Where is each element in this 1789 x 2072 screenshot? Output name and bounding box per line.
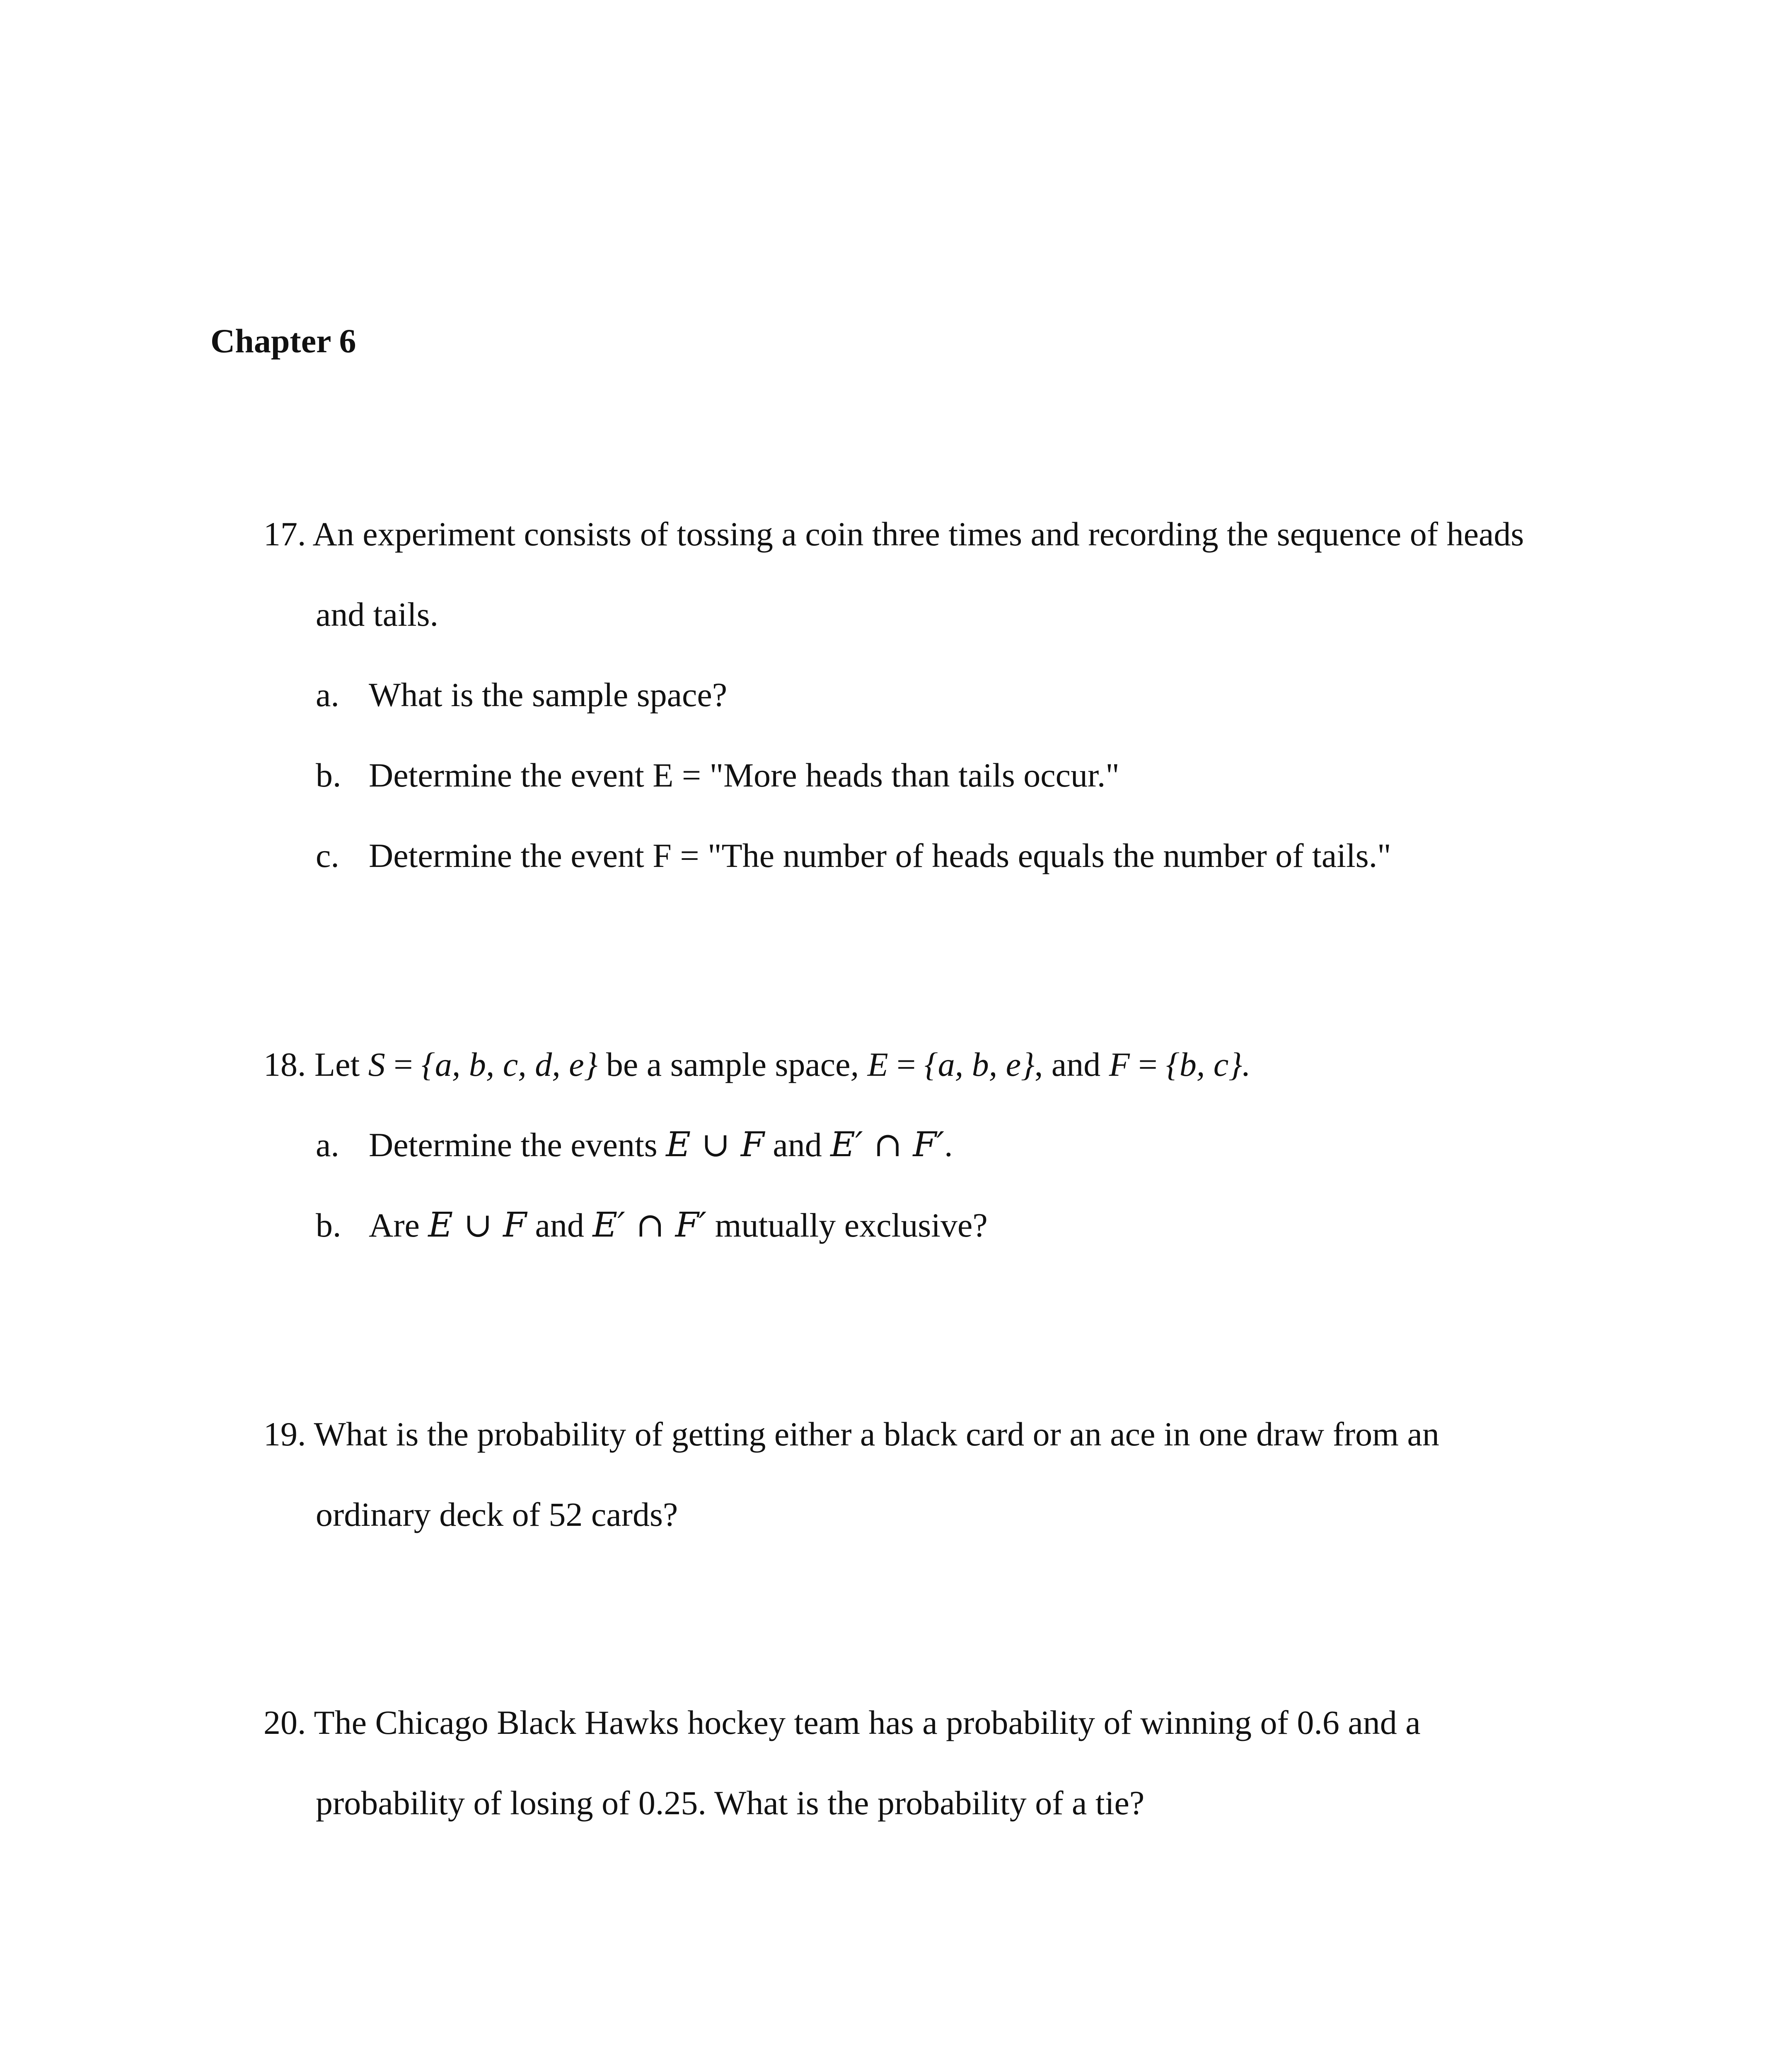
- question-18a-text-start: Determine the events: [369, 1126, 666, 1164]
- question-18a-text: [369, 1125, 953, 1164]
- question-19-line-2: ordinary deck of 52 cards?: [316, 1496, 678, 1533]
- question-17-line-1: [264, 517, 1524, 551]
- equals-sign: =: [1129, 1046, 1166, 1083]
- sample-space-symbol: S: [368, 1046, 385, 1083]
- question-19-line-1: [264, 1417, 1439, 1451]
- question-18-line-1: [264, 1048, 1251, 1082]
- question-18b-text-and: and: [527, 1206, 593, 1244]
- question-18b-label: b.: [316, 1206, 341, 1244]
- question-17a-text: What is the sample space?: [369, 676, 728, 714]
- event-e-symbol: E: [859, 1046, 888, 1083]
- question-18-number: 18.: [264, 1046, 306, 1083]
- question-18b-text: [369, 1205, 988, 1245]
- question-20-text: The Chicago Black Hawks hockey team has a probability of winning of 0.6 and a: [314, 1704, 1421, 1741]
- union-expression: E ∪ F: [666, 1125, 764, 1164]
- question-18-text-and: , and: [1034, 1046, 1109, 1083]
- question-17a-label: a.: [316, 676, 339, 714]
- sample-space-set: {a, b, c, d, e}: [421, 1046, 598, 1083]
- question-18-text-middle: be a sample space: [597, 1046, 851, 1083]
- question-17-number: 17.: [264, 515, 306, 553]
- question-18a-period: .: [944, 1126, 953, 1164]
- question-17c-text: Determine the event F = "The number of heads equals the number of tails.": [369, 837, 1391, 874]
- question-20-line-1: [264, 1706, 1421, 1740]
- question-19-number: 19.: [264, 1415, 306, 1453]
- question-17b-label: b.: [316, 756, 341, 794]
- question-20-line-2: probability of losing of 0.25. What is the probability of a tie?: [316, 1784, 1145, 1822]
- question-18a-label: a.: [316, 1126, 339, 1164]
- event-f-set: {b, c}.: [1166, 1046, 1251, 1083]
- question-20-number: 20.: [264, 1704, 306, 1741]
- comma: ,: [850, 1046, 859, 1083]
- question-17-line-2: and tails.: [316, 595, 439, 633]
- union-expression: E ∪ F: [428, 1205, 527, 1245]
- question-18-text-let: Let: [314, 1046, 368, 1083]
- event-f-symbol: F: [1109, 1046, 1130, 1083]
- question-18b-text-start: Are: [369, 1206, 428, 1244]
- chapter-heading: Chapter 6: [210, 322, 356, 360]
- question-17b-text: Determine the event E = "More heads than tails occur.": [369, 756, 1119, 794]
- question-19-text: What is the probability of getting either a black card or an ace in one draw from an: [314, 1415, 1439, 1453]
- equals-sign: =: [385, 1046, 422, 1083]
- complement-intersection-expression: E′ ∩ F′: [830, 1125, 945, 1164]
- question-18b-text-end: mutually exclusive?: [706, 1206, 988, 1244]
- event-e-set: {a, b, e}: [924, 1046, 1035, 1083]
- question-17-text: An experiment consists of tossing a coin three times and recording the sequence of heads: [312, 515, 1524, 553]
- question-17c-label: c.: [316, 837, 339, 874]
- equals-sign: =: [888, 1046, 924, 1083]
- question-18a-text-and: and: [764, 1126, 831, 1164]
- complement-intersection-expression: E′ ∩ F′: [592, 1205, 707, 1245]
